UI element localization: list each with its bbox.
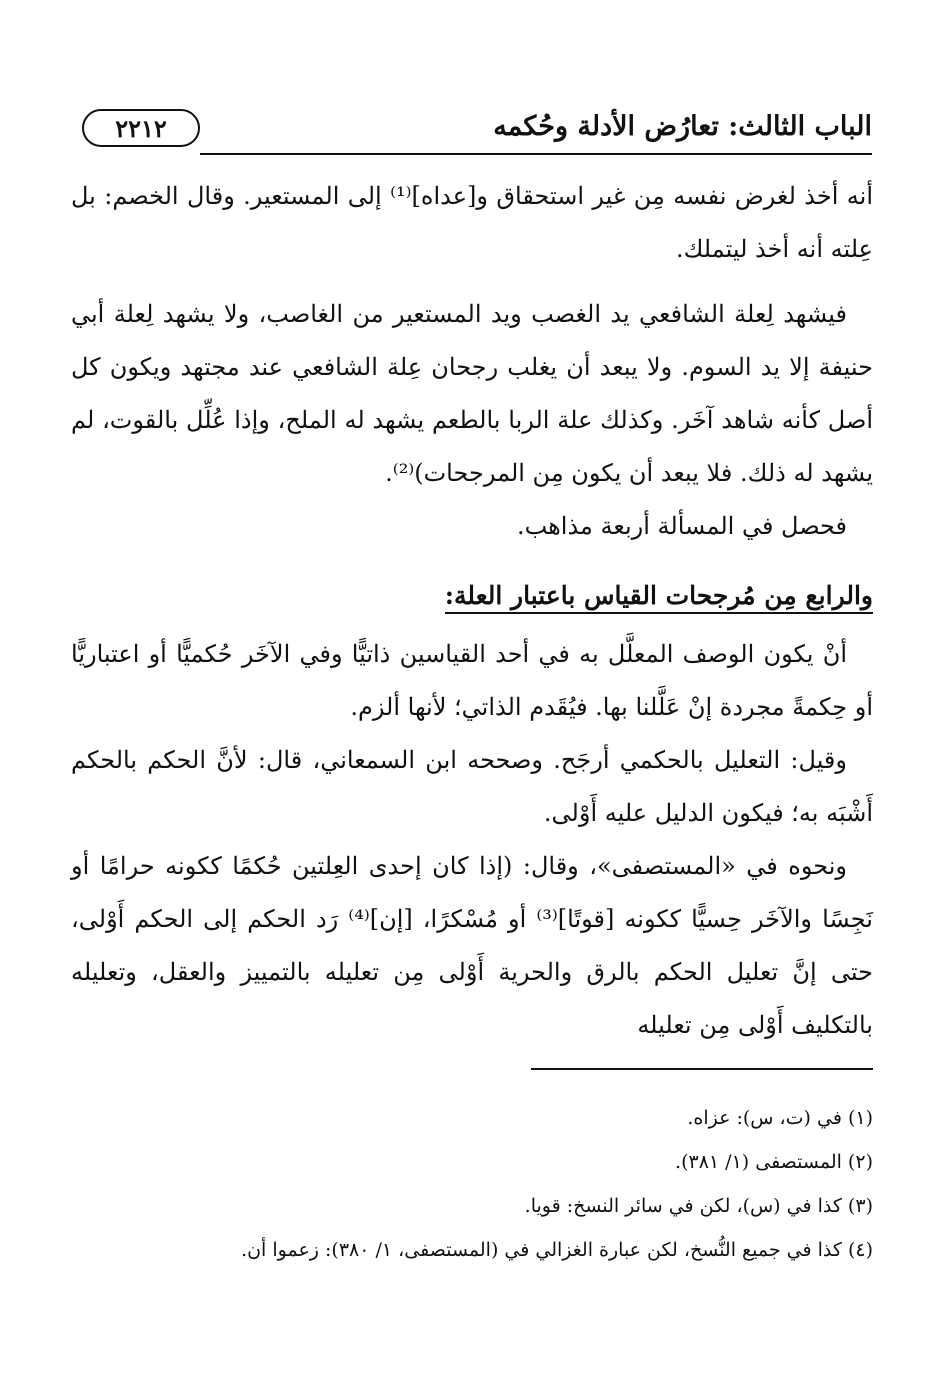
header-rule (200, 153, 872, 155)
section-heading-text: والرابع مِن مُرجحات القياس باعتبار العلة: (445, 581, 873, 614)
main-text (71, 170, 873, 1052)
paragraph-5: وقيل: التعليل بالحكمي أرجَح. وصححه ابن السمعاني، قال: لأنَّ الحكم بالحكم أَشْبَه به؛ فيكون الدليل عليه أَوْلى. (71, 746, 873, 827)
paragraph-6: ونحوه في «المستصفى»، وقال: (إذا كان إحدى العِلتين حُكمًا ككونه حرامًا أو نَجِسًا والآخَر حِسيًّا ككونه [قوتًا]⁽³⁾ أو مُسْكرًا، [إن]⁽⁴⁾ رَد الحكم إلى الحكم أَوْلى، حتى إنَّ تعليل الحكم بالرق والحرية أَوْلى مِن تعليله بالتمييز والعقل، وتعليله بالتكليف أَوْلى مِن تعليله (71, 852, 873, 1039)
footnote-2: (٢) المستصفى (١/ ٣٨١). (675, 1151, 873, 1173)
section-heading (71, 569, 873, 622)
paragraph-4: أنْ يكون الوصف المعلَّل به في أحد القياسين ذاتيًّا وفي الآخَر حُكميًّا أو اعتباريًّا أو حِكمةً مجردة إنْ عَلَّلنا بها. فيُقَدم الذاتي؛ لأنها ألزم. (71, 640, 873, 721)
paragraph-1: أنه أخذ لغرض نفسه مِن غير استحقاق و[عداه]⁽¹⁾ إلى المستعير. وقال الخصم: بل عِلته أنه أخذ ليتملك. (71, 182, 873, 263)
footnote-separator (531, 1068, 873, 1070)
paragraph-3: فحصل في المسألة أربعة مذاهب. (516, 512, 847, 540)
footnote-3: (٣) كذا في (س)، لكن في سائر النسخ: قويا. (524, 1195, 873, 1217)
running-title: الباب الثالث: تعارُض الأدلة وحُكمه (493, 111, 872, 142)
footnotes (71, 1096, 873, 1272)
paragraph-2: فيشهد لِعلة الشافعي يد الغصب ويد المستعير من الغاصب، ولا يشهد لِعلة أبي حنيفة إلا يد السوم. ولا يبعد أن يغلب رجحان عِلة الشافعي عند مجتهد ويكون كل أصل كأنه شاهد آخَر. وكذلك علة الربا بالطعم يشهد له الملح، وإذا عُلِّل بالقوت، لم يشهد له ذلك. فلا يبعد أن يكون مِن المرجحات)⁽²⁾. (71, 300, 873, 487)
footnote-1: (١) في (ت، س): عزاه. (687, 1107, 873, 1129)
page-header (82, 105, 872, 155)
page-number-badge: ٢٢١٢ (82, 109, 200, 147)
footnote-4: (٤) كذا في جميع النُّسخ، لكن عبارة الغزالي في (المستصفى، ١/ ٣٨٠): زعموا أن. (241, 1239, 873, 1261)
